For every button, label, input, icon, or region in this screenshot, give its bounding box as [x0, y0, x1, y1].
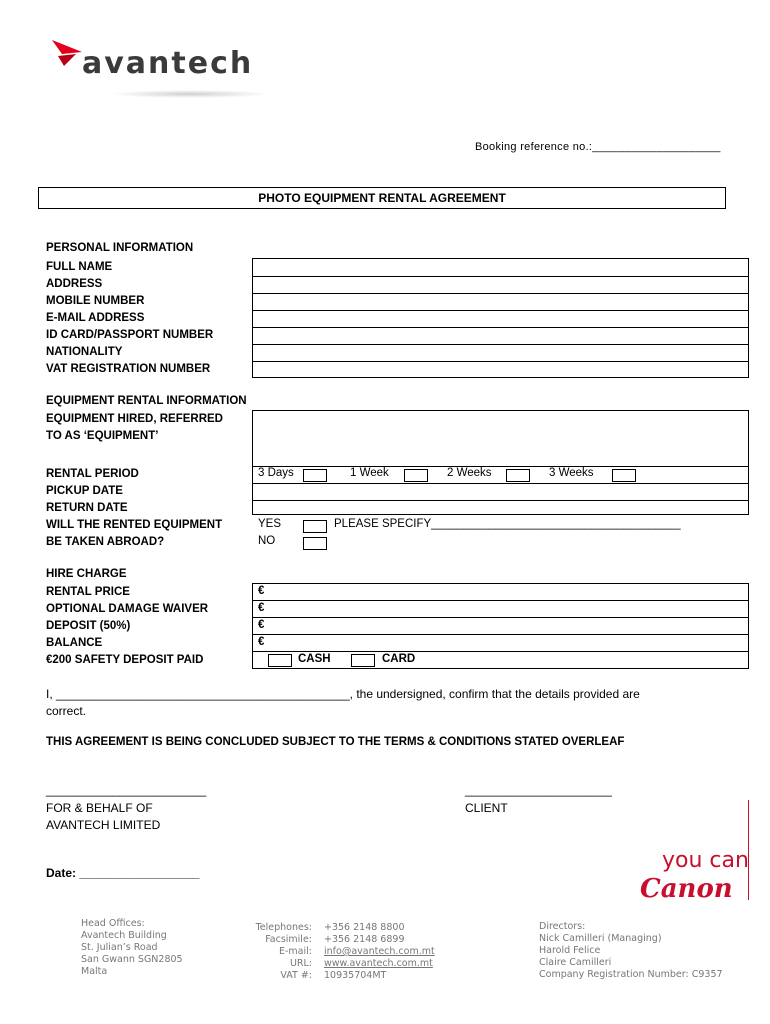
hire-charge-heading: HIRE CHARGE [46, 568, 127, 580]
canon-logo: Canon [640, 874, 733, 904]
footer-address-line: San Gwann SGN2805 [81, 954, 183, 965]
footer-directors-line: Company Registration Number: C9357 [539, 969, 723, 980]
label-mobile: MOBILE NUMBER [46, 295, 145, 307]
avantech-logo [50, 36, 300, 106]
booking-reference: Booking reference no.:____________________ [475, 141, 721, 153]
currency-rental-price[interactable]: € [258, 585, 265, 597]
logo-shadow [110, 90, 270, 98]
signature-line-client[interactable]: ______________________ [465, 783, 612, 797]
agreement-title: PHOTO EQUIPMENT RENTAL AGREEMENT [38, 187, 726, 209]
label-full-name: FULL NAME [46, 261, 113, 273]
option-2-weeks-label: 2 Weeks [447, 467, 492, 479]
footer-contact-values [324, 922, 435, 982]
label-equipment-hired-1: EQUIPMENT HIRED, REFERRED [46, 413, 223, 425]
label-abroad-1: WILL THE RENTED EQUIPMENT [46, 519, 223, 531]
cash-label: CASH [298, 653, 331, 665]
label-nationality: NATIONALITY [46, 346, 123, 358]
equipment-hired-field[interactable] [252, 410, 749, 465]
option-1-week-label: 1 Week [350, 467, 389, 479]
footer-vat: 10935704MT [324, 970, 387, 981]
brand-slogan: you can [662, 848, 749, 873]
footer-directors-line: Harold Felice [539, 945, 601, 956]
label-pickup-date: PICKUP DATE [46, 485, 123, 497]
checkbox-1-week[interactable] [404, 469, 428, 482]
footer-address-line: St. Julian’s Road [81, 942, 158, 953]
footer-directors [539, 921, 723, 981]
label-rental-period: RENTAL PERIOD [46, 468, 139, 480]
footer-directors-line: Nick Camilleri (Managing) [539, 933, 662, 944]
personal-info-fields[interactable] [252, 258, 749, 378]
no-label: NO [258, 535, 276, 547]
footer-address-line: Malta [81, 966, 108, 977]
option-3-days-label: 3 Days [258, 467, 294, 479]
equipment-heading: EQUIPMENT RENTAL INFORMATION [46, 395, 247, 407]
footer-facsimile: +356 2148 6899 [324, 934, 405, 945]
label-address: ADDRESS [46, 278, 103, 290]
checkbox-cash[interactable] [268, 654, 292, 667]
footer-contact-label: E-mail: [279, 946, 312, 957]
checkbox-no[interactable] [303, 537, 327, 550]
return-date-field[interactable] [252, 499, 749, 515]
footer-contact-label: VAT #: [280, 970, 312, 981]
signature-label-for-behalf: FOR & BEHALF OF [46, 801, 153, 815]
pickup-date-field[interactable] [252, 482, 749, 499]
agreement-terms-note: THIS AGREEMENT IS BEING CONCLUDED SUBJECT TO THE TERMS & CONDITIONS STATED OVERLEAF [46, 736, 625, 748]
footer-email-link[interactable]: info@avantech.com.mt [324, 946, 435, 957]
date-field[interactable]: Date: __________________ [46, 866, 200, 880]
label-email: E-MAIL ADDRESS [46, 312, 145, 324]
currency-damage-waiver[interactable]: € [258, 602, 265, 614]
label-equipment-hired-2: TO AS ‘EQUIPMENT’ [46, 430, 159, 442]
logo-arrow-icon [50, 38, 84, 72]
checkbox-yes[interactable] [303, 520, 327, 533]
label-balance: BALANCE [46, 637, 103, 649]
signature-label-client: CLIENT [465, 801, 508, 815]
footer-contact-labels [250, 922, 312, 982]
signature-label-avantech: AVANTECH LIMITED [46, 818, 161, 832]
label-rental-price: RENTAL PRICE [46, 586, 130, 598]
footer-directors-line: Directors: [539, 921, 586, 932]
yes-label: YES [258, 518, 282, 530]
signature-line-avantech[interactable]: ________________________ [46, 783, 207, 797]
footer-address [81, 918, 183, 978]
label-safety-deposit: €200 SAFETY DEPOSIT PAID [46, 654, 204, 666]
option-3-weeks-label: 3 Weeks [549, 467, 594, 479]
label-return-date: RETURN DATE [46, 502, 128, 514]
label-deposit: DEPOSIT (50%) [46, 620, 131, 632]
checkbox-2-weeks[interactable] [506, 469, 530, 482]
checkbox-3-weeks[interactable] [612, 469, 636, 482]
label-id-card: ID CARD/PASSPORT NUMBER [46, 329, 214, 341]
currency-balance[interactable]: € [258, 636, 265, 648]
logo-text: avantech [82, 46, 254, 81]
personal-info-heading: PERSONAL INFORMATION [46, 242, 194, 254]
footer-directors-line: Claire Camilleri [539, 957, 612, 968]
footer-contact-label: Telephones: [255, 922, 312, 933]
please-specify[interactable]: PLEASE SPECIFY_______________________________________ [334, 518, 681, 530]
footer-address-line: Avantech Building [81, 930, 167, 941]
checkbox-card[interactable] [351, 654, 375, 667]
label-damage-waiver: OPTIONAL DAMAGE WAIVER [46, 603, 209, 615]
label-vat: VAT REGISTRATION NUMBER [46, 363, 211, 375]
confirmation-line-2: correct. [46, 704, 87, 718]
currency-deposit[interactable]: € [258, 619, 265, 631]
footer-address-line: Head Offices: [81, 918, 145, 929]
footer-contact-label: Facsimile: [265, 934, 312, 945]
footer-contact-label: URL: [289, 958, 312, 969]
checkbox-3-days[interactable] [303, 469, 327, 482]
confirmation-line: I, ____________________________________________, the undersigned, confirm that the details provided are [46, 687, 640, 701]
footer-url-link[interactable]: www.avantech.com.mt [324, 958, 433, 969]
label-abroad-2: BE TAKEN ABROAD? [46, 536, 165, 548]
card-label: CARD [382, 653, 416, 665]
footer-telephone: +356 2148 8800 [324, 922, 405, 933]
